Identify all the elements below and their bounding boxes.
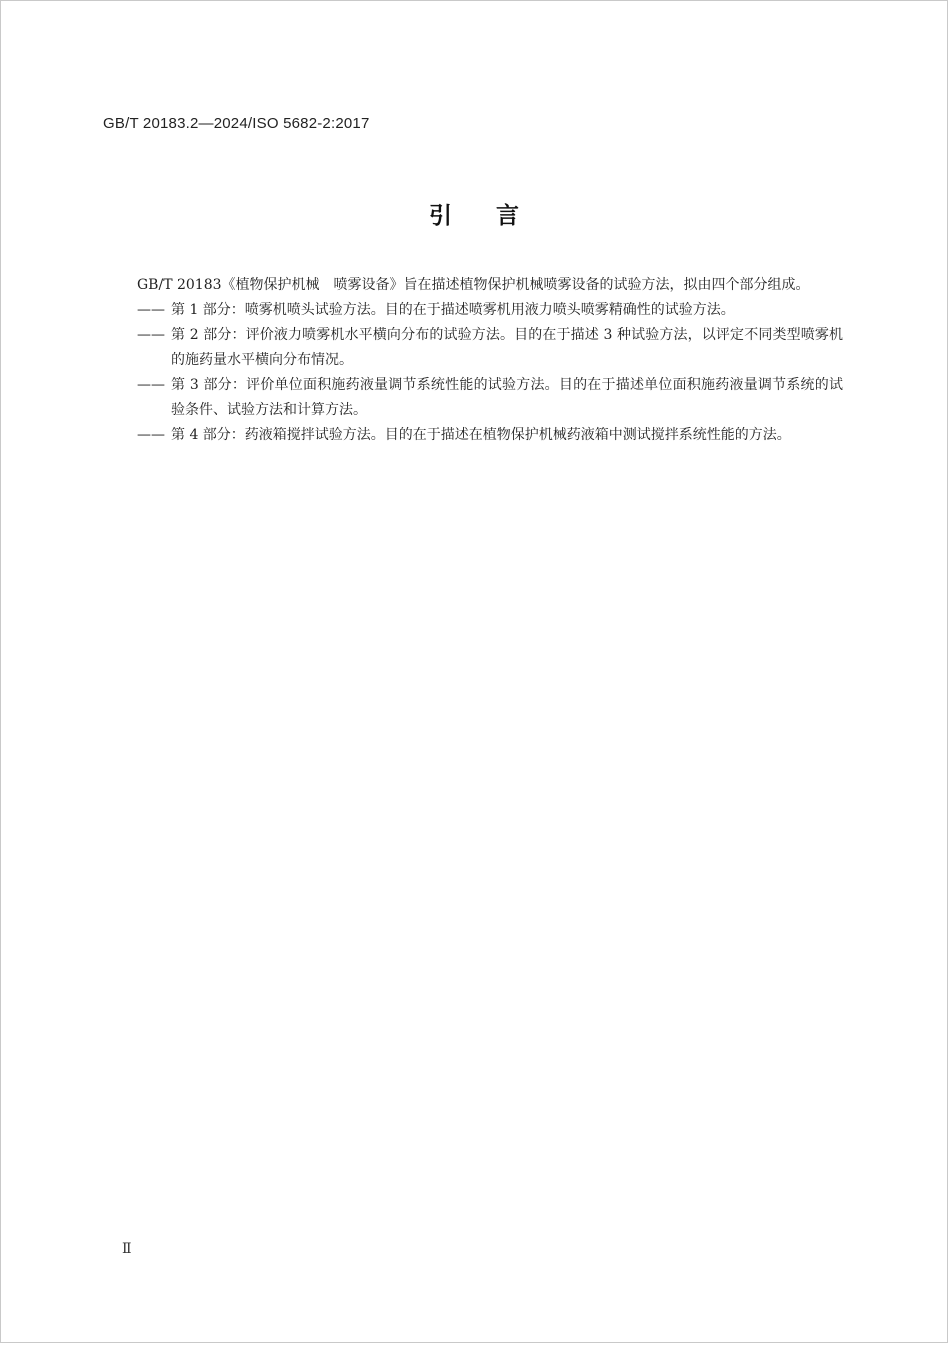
parts-list	[103, 298, 843, 448]
list-item	[103, 323, 843, 373]
dash-marker: ——	[137, 377, 165, 393]
part-4-text: 第 4 部分：药液箱搅拌试验方法。目的在于描述在植物保护机械药液箱中测试搅拌系统性能的方法。	[171, 427, 791, 443]
document-body	[103, 273, 843, 448]
intro-paragraph: GB/T 20183《植物保护机械 喷雾设备》旨在描述植物保护机械喷雾设备的试验方法，拟由四个部分组成。	[137, 277, 810, 293]
dash-marker: ——	[137, 302, 165, 318]
part-2-text: 第 2 部分：评价液力喷雾机水平横向分布的试验方法。目的在于描述 3 种试验方法，以评定不同类型喷雾机的施药量水平横向分布情况。	[171, 327, 843, 368]
part-1-text: 第 1 部分：喷雾机喷头试验方法。目的在于描述喷雾机用液力喷头喷雾精确性的试验方法。	[171, 302, 735, 318]
list-item	[103, 298, 843, 323]
dash-marker: ——	[137, 427, 165, 443]
standard-number-header: GB/T 20183.2—2024/ISO 5682-2:2017	[103, 115, 370, 132]
page-number: Ⅱ	[122, 1241, 132, 1257]
section-title: 引言	[429, 203, 563, 229]
list-item	[103, 373, 843, 423]
part-3-text: 第 3 部分：评价单位面积施药液量调节系统性能的试验方法。目的在于描述单位面积施药液量调节系统的试验条件、试验方法和计算方法。	[171, 377, 843, 418]
list-item	[103, 423, 843, 448]
dash-marker: ——	[137, 327, 165, 343]
